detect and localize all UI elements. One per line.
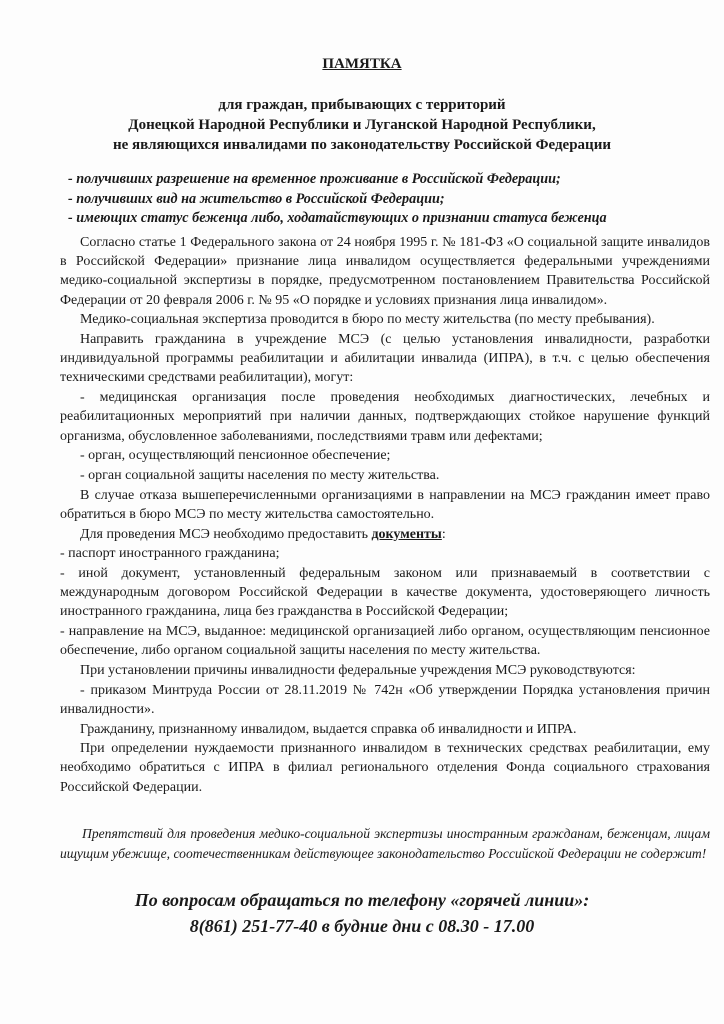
page-title: ПАМЯТКА	[322, 56, 402, 72]
citizen-categories-list	[68, 170, 708, 229]
subtitle-line: Донецкой Народной Республики и Луганской Народной Республики,	[128, 117, 596, 133]
legal-note: Препятствий для проведения медико-социальной экспертизы иностранным гражданам, беженцам, лицам ищущим убежище, соотечественникам действующее законодательство Российской Федерации не содержит!	[60, 826, 710, 861]
category-item: - получивших вид на жительство в Российской Федерации;	[68, 190, 445, 207]
paragraph-rehabilitation-means: При определении нуждаемости признанного инвалидом в технических средствах реабилитации, ему необходимо обратиться с ИПРА в филиал регионального отделения Фонда социального страхования Российской Федерации.	[60, 741, 710, 795]
category-item: - получивших разрешение на временное проживание в Российской Федерации;	[68, 171, 561, 187]
memo-subtitle	[0, 95, 724, 155]
hotline-contact	[0, 887, 724, 939]
memo-body	[60, 233, 710, 797]
list-item-medical-org: - медицинская организация после проведения необходимых диагностических, лечебных и реабилитационных мероприятий при наличии данных, подтверждающих стойкое нарушение функций организма, обусловленное заболеваниями, последствиями травм или дефектами;	[60, 390, 710, 444]
documents-intro-text: Для проведения МСЭ необходимо предоставить	[80, 526, 372, 542]
paragraph-disability-cause: При установлении причины инвалидности федеральные учреждения МСЭ руководствуются:	[80, 662, 636, 678]
paragraph-certificate: Гражданину, признанному инвалидом, выдается справка об инвалидности и ИПРА.	[80, 721, 577, 737]
subtitle-line: не являющихся инвалидами по законодательству Российской Федерации	[113, 137, 611, 153]
list-item-referral-document: - направление на МСЭ, выданное: медицинской организацией либо органом, осуществляющим пенсионное обеспечение, либо органом социальной защиты населения по месту жительства.	[60, 624, 710, 659]
documents-colon: :	[441, 526, 446, 542]
paragraph-documents-intro	[60, 525, 710, 544]
list-item-order: - приказом Минтруда России от 28.11.2019 № 742н «Об утверждении Порядка установления причин инвалидности».	[60, 682, 710, 717]
paragraph-referral: Направить гражданина в учреждение МСЭ (с целью установления инвалидности, разработки индивидуальной программы реабилитации и абилитации инвалида (ИПРА), в т.ч. с целью обеспечения техническими средствами реабилитации), могут:	[60, 332, 710, 386]
paragraph-legal-basis: Согласно статье 1 Федерального закона от 24 ноября 1995 г. № 181-ФЗ «О социальной защите инвалидов в Российской Федерации» признание лица инвалидом осуществляется федеральными учреждениями медико-социальной экспертизы в порядке, предусмотренном постановлением Правительства Российской Федерации от 20 февраля 2006 г. № 95 «О порядке и условиях признания лица инвалидом».	[60, 235, 710, 308]
documents-word: документы	[371, 526, 442, 542]
list-item-social-org: - орган социальной защиты населения по месту жительства.	[80, 467, 440, 483]
hotline-label: По вопросам обращаться по телефону «горячей линии»:	[134, 890, 590, 910]
hotline-phone-hours: 8(861) 251-77-40 в будние дни с 08.30 - 17.00	[189, 916, 535, 936]
category-item: - имеющих статус беженца либо, ходатайствующих о признании статуса беженца	[68, 210, 607, 226]
paragraph-refusal: В случае отказа вышеперечисленными организациями в направлении на МСЭ гражданин имеет право обратиться в бюро МСЭ по месту жительства самостоятельно.	[60, 487, 710, 522]
list-item-passport: - паспорт иностранного гражданина;	[60, 546, 280, 562]
list-item-pension-org: - орган, осуществляющий пенсионное обеспечение;	[80, 448, 391, 464]
subtitle-line: для граждан, прибывающих с территорий	[218, 97, 506, 113]
list-item-other-document: - иной документ, установленный федеральным законом или признаваемый в соответствии с международным договором Российской Федерации в качестве документа, удостоверяющего личность иностранного гражданина, лица без гражданства в Российской Федерации;	[60, 565, 710, 620]
paragraph-bureau-location: Медико-социальная экспертиза проводится в бюро по месту жительства (по месту пребывания).	[80, 312, 655, 328]
